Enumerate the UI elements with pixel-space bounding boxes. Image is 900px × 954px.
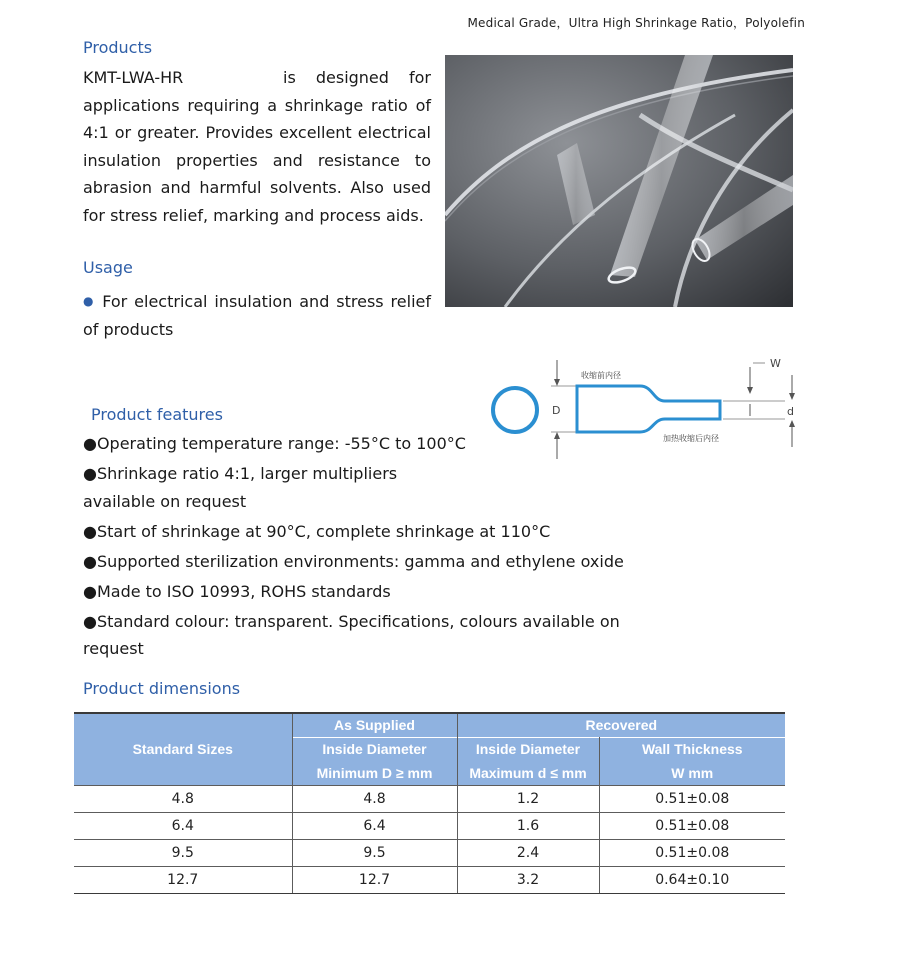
dimensions-heading: Product dimensions xyxy=(83,679,241,698)
header-recovered: Recovered xyxy=(457,713,785,737)
tubing-image xyxy=(445,55,793,307)
products-description xyxy=(83,64,431,229)
features-list xyxy=(83,430,683,663)
usage-heading: Usage xyxy=(83,258,133,277)
product-photo xyxy=(445,55,793,307)
feature-item: ●Operating temperature range: -55°C to 100°C xyxy=(83,434,466,453)
cross-section-ring xyxy=(493,388,537,432)
feature-item: ●Standard colour: transparent. Specifications, colours available on request xyxy=(83,611,620,658)
diagram-W-label: W xyxy=(770,357,781,370)
cell-standard-size: 12.7 xyxy=(74,866,292,893)
cell-standard-size: 6.4 xyxy=(74,812,292,839)
usage-item xyxy=(83,288,431,343)
header-w-mm: W mm xyxy=(599,761,785,785)
cell-wall-thickness: 0.64±0.10 xyxy=(599,866,785,893)
dimensions-table xyxy=(74,712,785,894)
label-before-shrink: 收缩前内径 xyxy=(581,371,621,380)
cell-min-D: 9.5 xyxy=(292,839,457,866)
table-row xyxy=(74,866,785,893)
cell-max-d: 1.2 xyxy=(457,785,599,812)
cell-min-D: 4.8 xyxy=(292,785,457,812)
header-as-supplied: As Supplied xyxy=(292,713,457,737)
cell-max-d: 2.4 xyxy=(457,839,599,866)
feature-item: ●Made to ISO 10993, ROHS standards xyxy=(83,581,391,601)
header-max-d: Maximum d ≤ mm xyxy=(457,761,599,785)
cell-min-D: 6.4 xyxy=(292,812,457,839)
cell-wall-thickness: 0.51±0.08 xyxy=(599,785,785,812)
features-heading: Product features xyxy=(91,405,223,424)
product-model: KMT-LWA-HR xyxy=(83,68,184,87)
header-standard-sizes: Standard Sizes xyxy=(74,713,292,785)
usage-text: For electrical insulation and stress relief of products xyxy=(83,292,431,339)
header-min-D: Minimum D ≥ mm xyxy=(292,761,457,785)
header-inside-diameter-recovered: Inside Diameter xyxy=(457,737,599,761)
table-row xyxy=(74,785,785,812)
feature-item: ●Start of shrinkage at 90°C, complete shrinkage at 110°C xyxy=(83,521,551,541)
bullet-icon: ● xyxy=(83,294,96,308)
table-row xyxy=(74,812,785,839)
label-after-shrink: 加热收缩后内径 xyxy=(663,434,719,443)
feature-item: ●Shrinkage ratio 4:1, larger multipliers available on request xyxy=(83,464,398,511)
products-heading: Products xyxy=(83,38,153,57)
document-subtitle: Medical Grade，Ultra High Shrinkage Ratio，Polyolefin xyxy=(467,16,805,30)
cell-min-D: 12.7 xyxy=(292,866,457,893)
cell-max-d: 3.2 xyxy=(457,866,599,893)
cell-wall-thickness: 0.51±0.08 xyxy=(599,839,785,866)
header-inside-diameter-supplied: Inside Diameter xyxy=(292,737,457,761)
cell-standard-size: 9.5 xyxy=(74,839,292,866)
diagram-d-label: d xyxy=(787,405,794,418)
cell-wall-thickness: 0.51±0.08 xyxy=(599,812,785,839)
cell-standard-size: 4.8 xyxy=(74,785,292,812)
table-row xyxy=(74,839,785,866)
header-wall-thickness: Wall Thickness xyxy=(599,737,785,761)
diagram-D-label: D xyxy=(552,404,561,417)
feature-item: ●Supported sterilization environments: gamma and ethylene oxide xyxy=(83,551,624,571)
products-description-text: is designed for applications requiring a shrinkage ratio of 4:1 or greater. Provides excellent electrical insulation properties and resistance to abrasion and harmful solvents. Also used for stress relief, marking and process aids. xyxy=(83,68,431,225)
cell-max-d: 1.6 xyxy=(457,812,599,839)
